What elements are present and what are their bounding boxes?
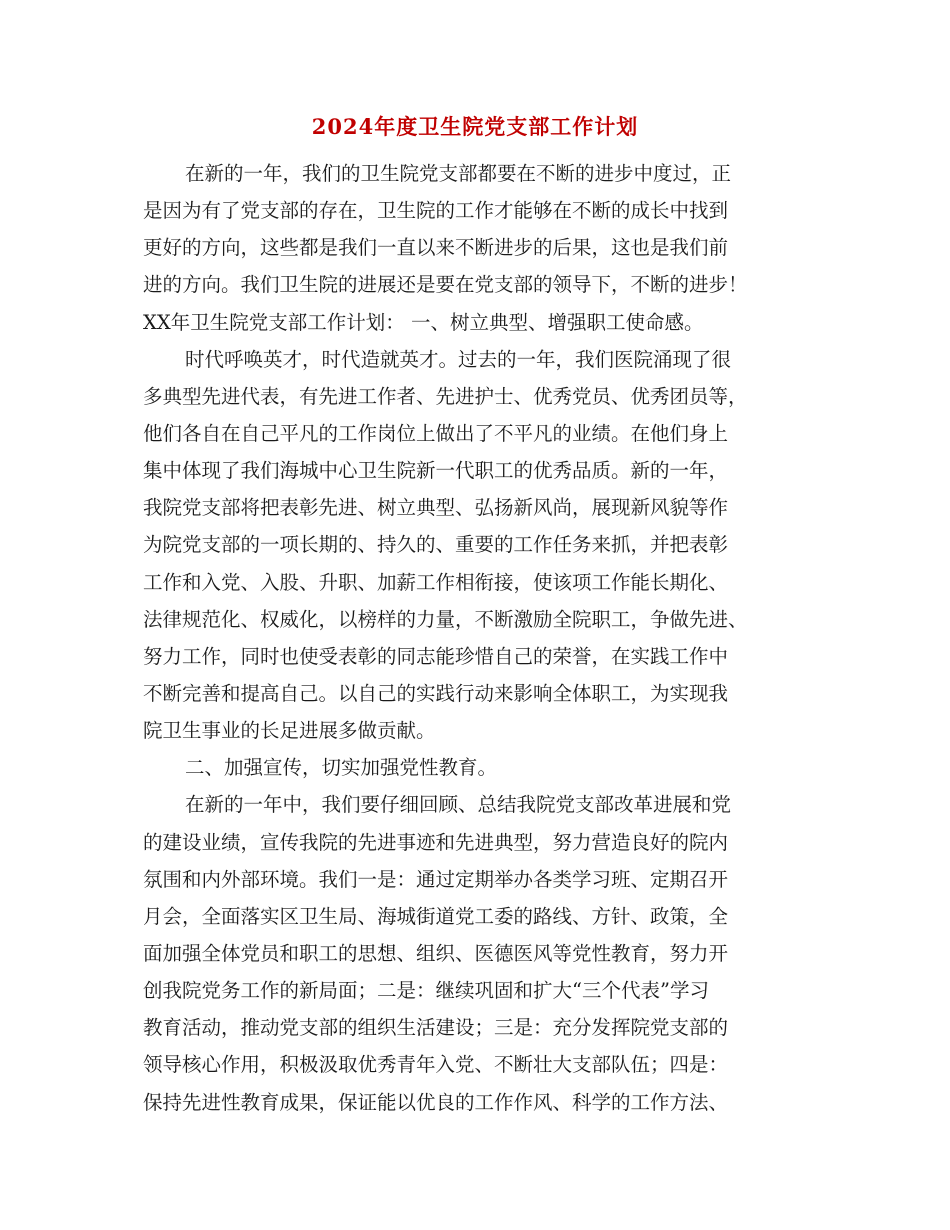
body-text-line: 面加强全体党员和职工的思想、组织、医德医风等党性教育，努力开: [143, 941, 729, 965]
body-text-line: 不断完善和提高自己。以自己的实践行动来影响全体职工，为实现我: [143, 681, 729, 705]
body-text-line: 创我院党务工作的新局面；二是：继续巩固和扩大“三个代表”学习: [143, 979, 709, 1003]
body-text-line: 在新的一年中，我们要仔细回顾、总结我院党支部改革进展和党: [185, 793, 732, 817]
body-text-line: 在新的一年，我们的卫生院党支部都要在不断的进步中度过，正: [185, 162, 732, 185]
body-text-line: 更好的方向，这些都是我们一直以来不断进步的后果，这也是我们前: [143, 236, 729, 260]
body-text-line: 领导核心作用，积极汲取优秀青年入党、不断壮大支部队伍；四是：: [143, 1053, 729, 1077]
body-text-line: 法律规范化、权威化，以榜样的力量，不断激励全院职工，争做先进、: [143, 607, 748, 631]
body-text-line: 是因为有了党支部的存在，卫生院的工作才能够在不断的成长中找到: [143, 199, 729, 223]
body-text-line: 二、加强宣传，切实加强党性教育。: [185, 756, 498, 780]
body-text-line: 教育活动，推动党支部的组织生活建设；三是：充分发挥院党支部的: [143, 1016, 729, 1040]
body-text-line: 院卫生事业的长足进展多做贡献。: [143, 719, 436, 743]
body-text-line: 多典型先进代表，有先进工作者、先进护士、优秀党员、优秀团员等，: [143, 384, 748, 408]
body-text-line: 工作和入党、入股、升职、加薪工作相衔接，使该项工作能长期化、: [143, 570, 729, 594]
document-title: 2024年度卫生院党支部工作计划: [311, 114, 639, 139]
body-text-line: 努力工作，同时也使受表彰的同志能珍惜自己的荣誉，在实践工作中: [143, 644, 729, 668]
body-text-line: 氛围和内外部环境。我们一是：通过定期举办各类学习班、定期召开: [143, 867, 729, 891]
body-text-line: 为院党支部的一项长期的、持久的、重要的工作任务来抓，并把表彰: [143, 533, 729, 557]
body-text-line: 保持先进性教育成果，保证能以优良的工作作风、科学的工作方法、: [143, 1090, 729, 1114]
body-text-line: 集中体现了我们海城中心卫生院新一代职工的优秀品质。新的一年，: [143, 459, 729, 483]
body-text-line: 他们各自在自己平凡的工作岗位上做出了不平凡的业绩。在他们身上: [143, 421, 729, 445]
body-text-line: 时代呼唤英才，时代造就英才。过去的一年，我们医院涌现了很: [185, 347, 732, 371]
document-body: [143, 155, 815, 1121]
body-text-line: XX年卫生院党支部工作计划： 一、树立典型、增强职工使命感。: [143, 310, 704, 334]
body-text-line: 的建设业绩，宣传我院的先进事迹和先进典型，努力营造良好的院内: [143, 830, 729, 854]
body-text-line: 我院党支部将把表彰先进、树立典型、弘扬新风尚，展现新风貌等作: [143, 496, 729, 520]
body-text-line: 进的方向。我们卫生院的进展还是要在党支部的领导下，不断的进步！: [143, 273, 748, 297]
body-text-line: 月会，全面落实区卫生局、海城街道党工委的路线、方针、政策，全: [143, 904, 729, 928]
